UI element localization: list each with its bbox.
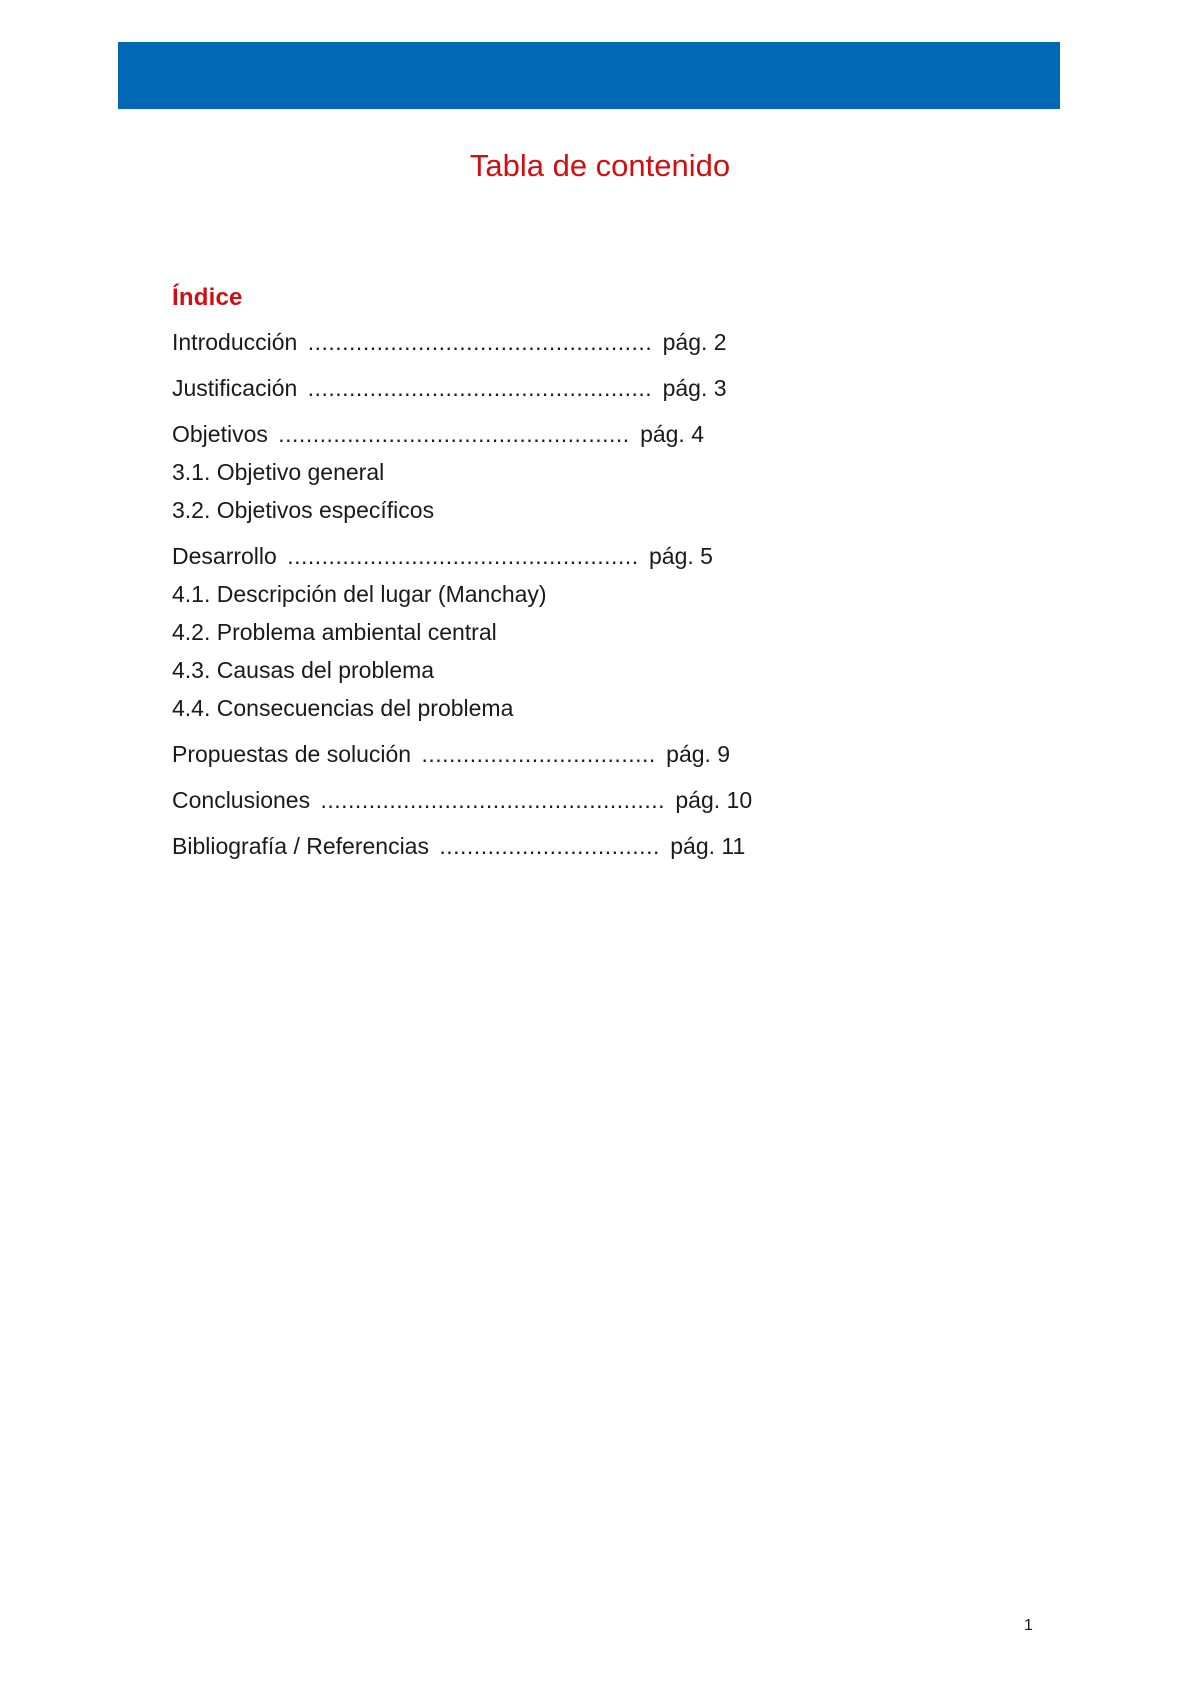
header-bar <box>118 42 1060 109</box>
toc-leader: .................................................. <box>320 787 665 813</box>
toc-entry-label: 4.3. Causas del problema <box>172 657 435 683</box>
toc-entry-objetivos[interactable] <box>172 418 992 450</box>
toc-leader: .................................................. <box>307 329 653 355</box>
toc-entry-introduccion[interactable] <box>172 326 992 358</box>
page-title: Tabla de contenido <box>469 148 731 183</box>
toc-entry-label: Desarrollo <box>172 543 277 569</box>
toc-entry-label: 4.2. Problema ambiental central <box>172 619 497 645</box>
table-of-contents <box>172 282 992 862</box>
toc-entry-label: Objetivos <box>172 421 268 447</box>
toc-entry-page: pág. 4 <box>640 421 705 447</box>
toc-subentry-objetivos-especificos[interactable] <box>172 494 992 526</box>
toc-entry-page: pág. 5 <box>649 543 713 569</box>
toc-subentry-objetivo-general[interactable] <box>172 456 992 488</box>
toc-subentry-causas[interactable] <box>172 654 992 686</box>
toc-entry-label: 3.2. Objetivos específicos <box>172 497 435 523</box>
toc-leader: .................................. <box>421 741 656 767</box>
toc-entry-bibliografia[interactable] <box>172 830 992 862</box>
page-number: 1 <box>1024 1617 1033 1634</box>
toc-leader: .................................................. <box>307 375 653 401</box>
toc-entry-label: 4.4. Consecuencias del problema <box>172 695 514 721</box>
toc-entry-desarrollo[interactable] <box>172 540 992 572</box>
toc-heading: Índice <box>172 284 243 311</box>
toc-entry-page: pág. 11 <box>670 833 746 859</box>
toc-entry-conclusiones[interactable] <box>172 784 992 816</box>
toc-entry-page: pág. 9 <box>666 741 731 767</box>
toc-entry-page: pág. 3 <box>662 375 727 401</box>
toc-subentry-consecuencias[interactable] <box>172 692 992 724</box>
toc-entry-label: 4.1. Descripción del lugar (Manchay) <box>172 581 547 607</box>
toc-entry-propuestas[interactable] <box>172 738 992 770</box>
toc-subentry-problema-ambiental[interactable] <box>172 616 992 648</box>
toc-entry-page: pág. 2 <box>662 329 727 355</box>
toc-entry-label: Bibliografía / Referencias <box>172 833 429 859</box>
toc-entry-label: Propuestas de solución <box>172 741 412 767</box>
toc-leader: ................................................... <box>287 543 639 569</box>
toc-entry-justificacion[interactable] <box>172 372 992 404</box>
toc-entry-label: 3.1. Objetivo general <box>172 459 385 485</box>
toc-entry-label: Justificación <box>172 375 298 401</box>
toc-entry-label: Introducción <box>172 329 298 355</box>
toc-subentry-descripcion-lugar[interactable] <box>172 578 992 610</box>
toc-entry-label: Conclusiones <box>172 787 311 813</box>
toc-leader: ................................................... <box>278 421 630 447</box>
toc-leader: ................................ <box>439 833 660 859</box>
toc-entry-page: pág. 10 <box>675 787 753 813</box>
